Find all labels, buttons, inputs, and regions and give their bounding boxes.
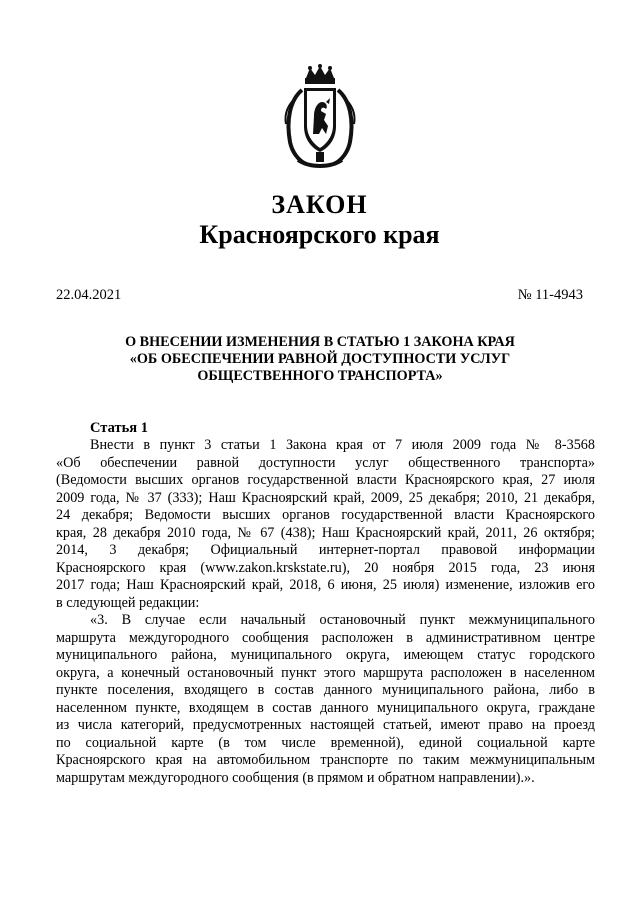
paragraph-line: маршрутам междугородного сообщения (в прямом и обратном направлении).». [56, 769, 535, 786]
law-heading [60, 334, 580, 385]
paragraph-line: «Об обеспечении равной доступности услуг общественного транспорта» [56, 454, 595, 471]
paragraph-line: «3. В случае если начальный остановочный пункт межмуниципального [90, 612, 595, 628]
document-title: ЗАКОН [271, 190, 368, 219]
paragraph-line: Красноярского края на автомобильном транспорте по таким межмуниципальным [56, 752, 595, 768]
heading-line: «ОБ ОБЕСПЕЧЕНИИ РАВНОЙ ДОСТУПНОСТИ УСЛУГ [129, 351, 511, 367]
paragraph-line: 2017 года; Наш Красноярский край, 2018, 6 июня, 25 июля) изменение, изложив его [56, 577, 595, 593]
coat-of-arms-icon [280, 64, 360, 172]
article-body [56, 437, 595, 787]
heading-line: ОБЩЕСТВЕННОГО ТРАНСПОРТА» [197, 368, 443, 384]
paragraph-line: края, 28 декабря 2010 года, № 67 (438); Наш Красноярский край, 2011, 26 октября; [56, 524, 595, 541]
article-title: Статья 1 [90, 420, 148, 436]
law-date: 22.04.2021 [56, 287, 122, 303]
paragraph-line: округа, а конечный остановочный пункт этого маршрута расположен в населенном [56, 664, 595, 681]
paragraph-line: маршрута междугородного сообщения расположен в административном центре [56, 629, 595, 646]
heading-line: О ВНЕСЕНИИ ИЗМЕНЕНИЯ В СТАТЬЮ 1 ЗАКОНА КРАЯ [125, 334, 515, 350]
paragraph-line: 2009 года, № 37 (333); Наш Красноярский край, 2009, 25 декабря; 2010, 21 декабря, [56, 489, 595, 506]
paragraph-line: (Ведомости высших органов государственной власти Красноярского края, 27 июля [56, 472, 595, 488]
paragraph-line: 24 декабря; Ведомости высших органов государственной власти Красноярского [56, 507, 595, 523]
paragraph-line: населенном пункте, входящем в состав данного муниципального округа, граждане [56, 699, 595, 716]
paragraph-line: муниципального района, муниципального округа, имеющем статус городского [56, 647, 595, 663]
paragraph-line: из числа категорий, предусмотренных настоящей статьей, имеют право на проезд [56, 717, 595, 733]
law-number: № 11-4943 [517, 287, 583, 303]
paragraph-line: 2014, 3 декабря; Официальный интернет-портал правовой информации [56, 542, 595, 558]
document-subtitle: Красноярского края [199, 220, 440, 249]
paragraph-line: Красноярского края (www.zakon.krskstate.ru), 20 ноября 2015 года, 23 июня [56, 559, 595, 576]
paragraph-line: пункте поселения, входящего в состав данного муниципального района, либо в [56, 682, 595, 698]
paragraph-line: в следующей редакции: [56, 594, 200, 611]
paragraph-line: по социальной карте (в том числе временной), единой социальной карте [56, 734, 595, 751]
paragraph-line: Внести в пункт 3 статьи 1 Закона края от 7 июля 2009 года № 8-3568 [90, 437, 595, 453]
